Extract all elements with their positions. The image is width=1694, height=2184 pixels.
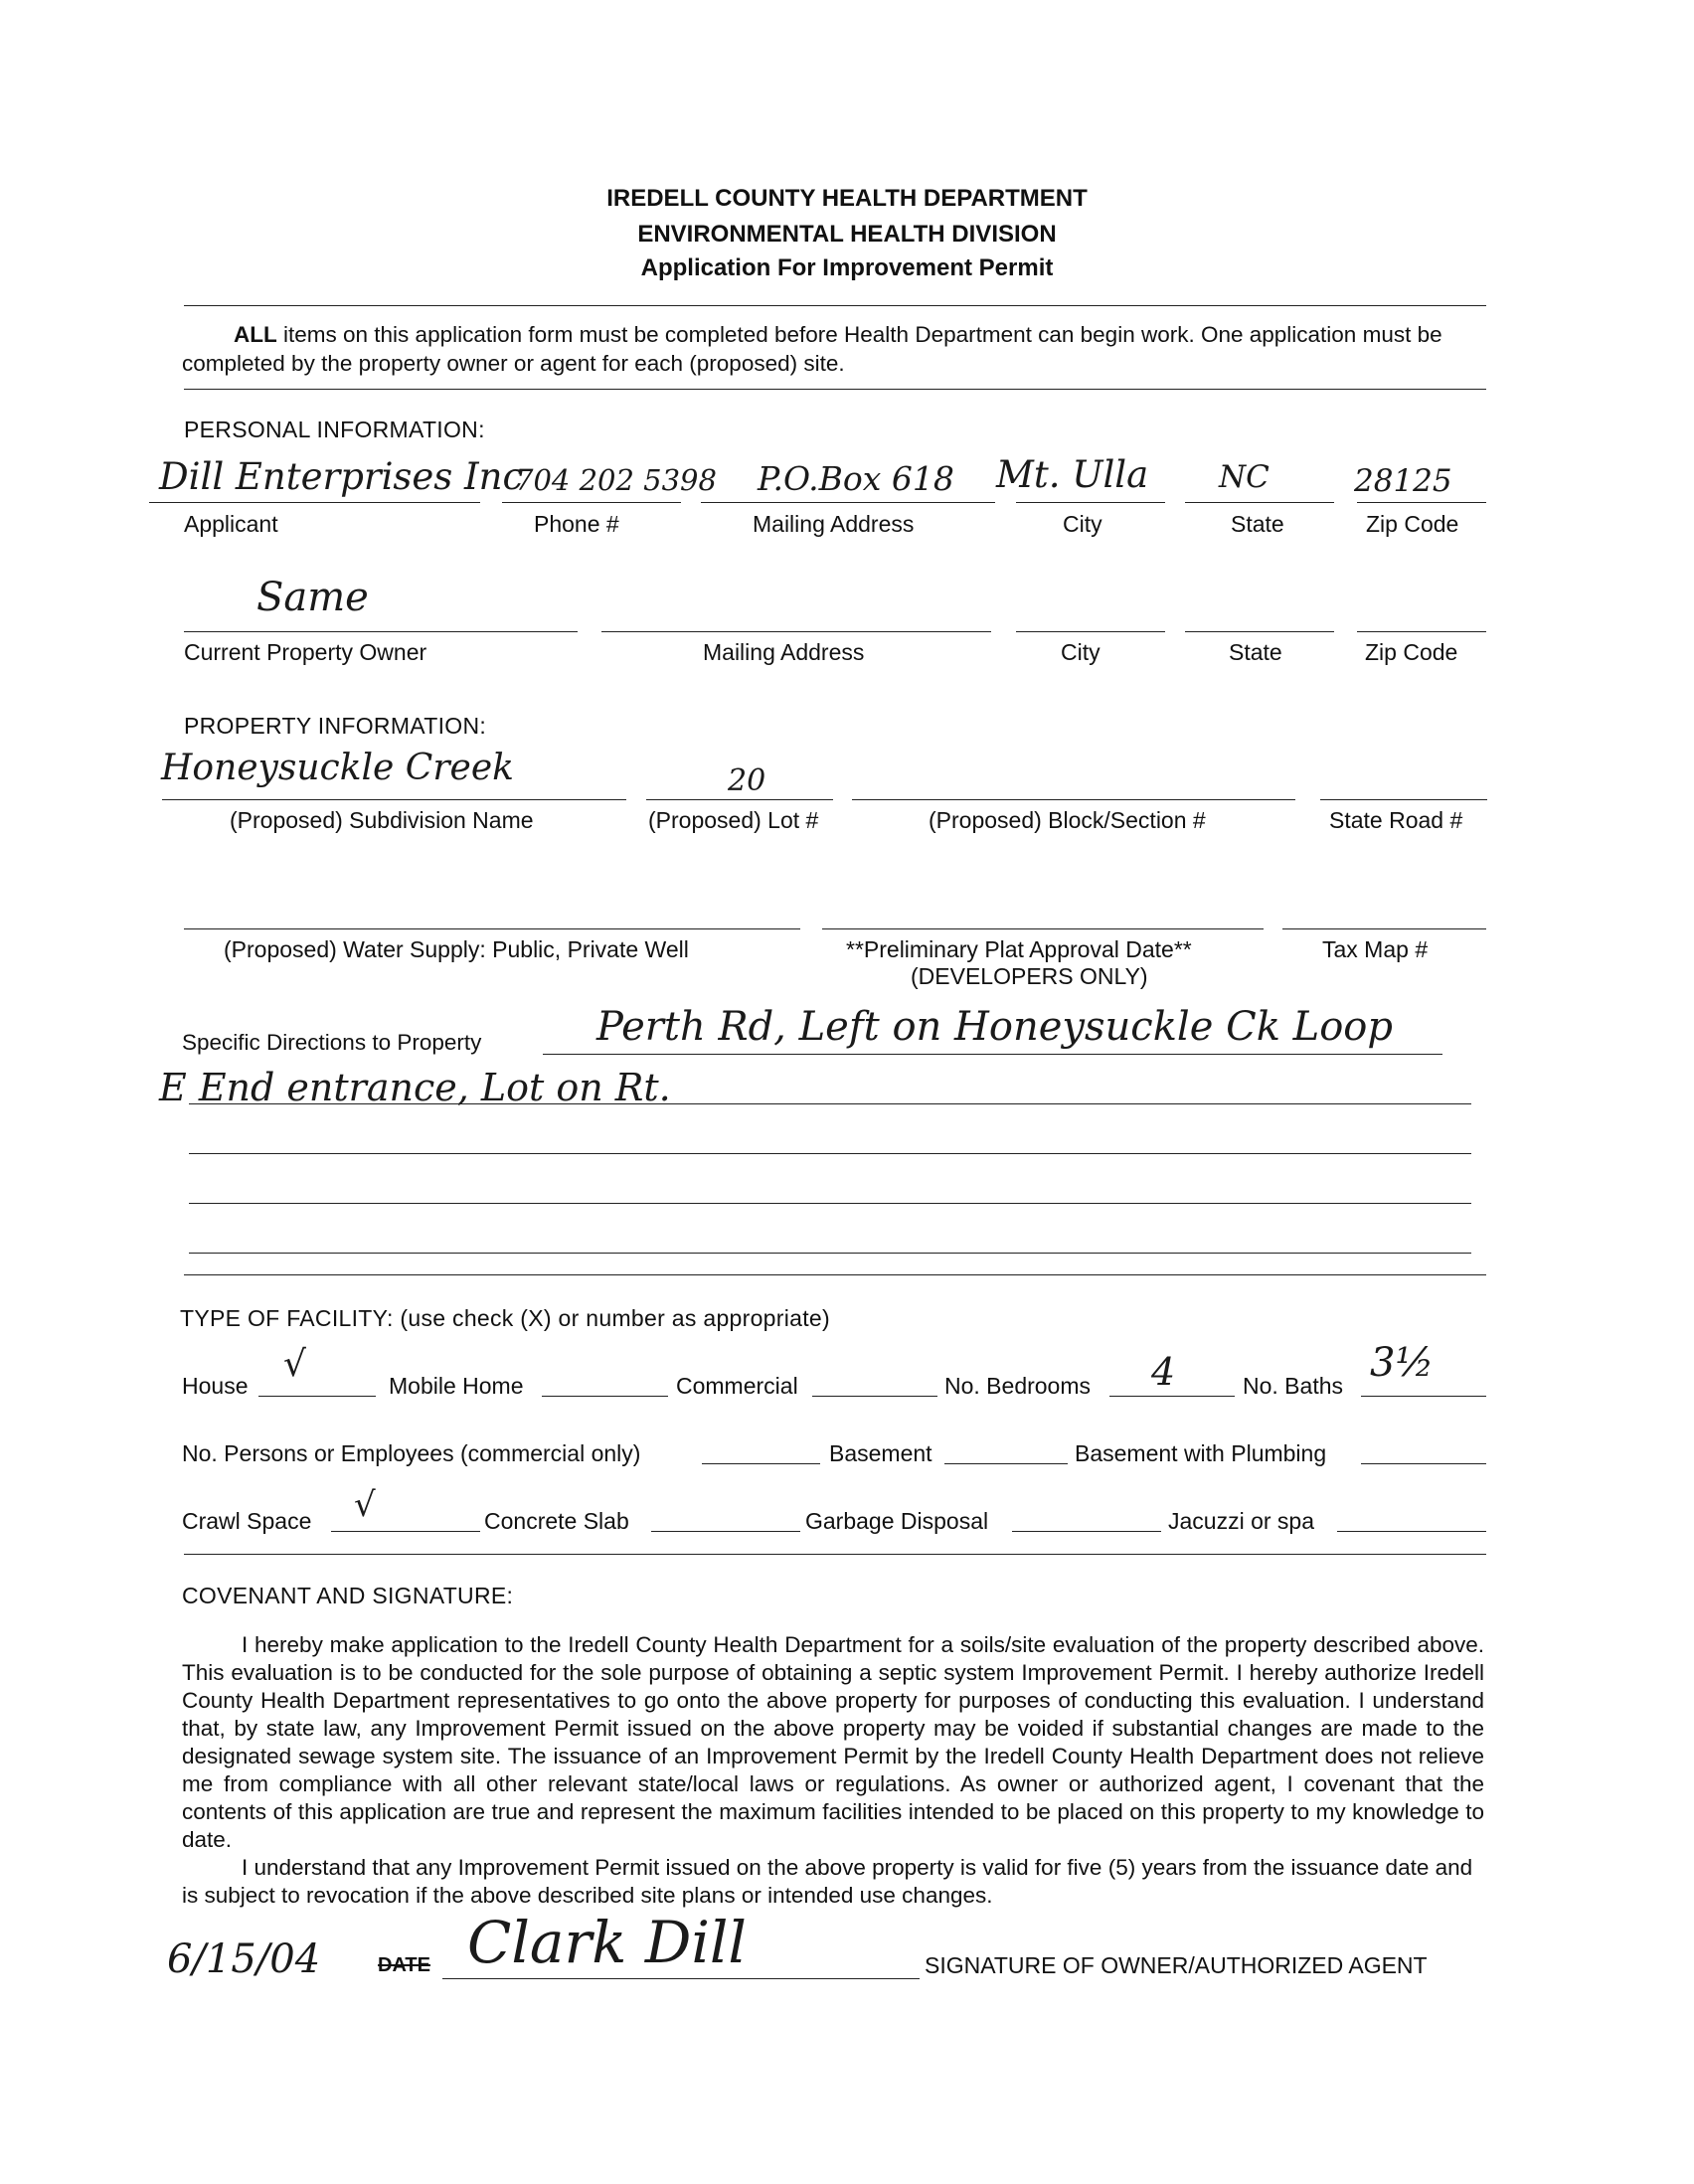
water-supply-label: (Proposed) Water Supply: Public, Private Well: [224, 936, 689, 962]
concrete-slab-label: Concrete Slab: [484, 1508, 629, 1534]
fill-in-line: [162, 799, 626, 800]
owner-city-label: City: [1061, 639, 1101, 665]
city-label: City: [1063, 511, 1102, 537]
fill-in-line: [1361, 1463, 1486, 1464]
house-check[interactable]: √: [283, 1344, 306, 1385]
fill-in-line: [189, 1203, 1471, 1204]
subdivision-label: (Proposed) Subdivision Name: [230, 807, 534, 833]
fill-in-line: [944, 1463, 1068, 1464]
baths-label: No. Baths: [1243, 1373, 1343, 1399]
fill-in-line: [822, 928, 1264, 929]
zip-label: Zip Code: [1366, 511, 1459, 537]
baths-value[interactable]: 3½: [1370, 1340, 1435, 1386]
fill-in-line: [1282, 928, 1486, 929]
fill-in-line: [502, 502, 681, 503]
fill-in-line: [812, 1396, 937, 1397]
state-road-label: State Road #: [1329, 807, 1463, 833]
intro-paragraph: [182, 320, 1484, 378]
state-label: State: [1231, 511, 1284, 537]
facility-heading: TYPE OF FACILITY: (use check (X) or number as appropriate): [180, 1305, 830, 1331]
rule-intro: [184, 389, 1486, 390]
developers-only-label: (DEVELOPERS ONLY): [911, 963, 1148, 989]
owner-state-label: State: [1229, 639, 1282, 665]
covenant-heading: COVENANT AND SIGNATURE:: [182, 1583, 514, 1608]
fill-in-line: [542, 1396, 668, 1397]
fill-in-line: [189, 1103, 1471, 1104]
owner-mailing-label: Mailing Address: [703, 639, 865, 665]
fill-in-line: [1357, 502, 1486, 503]
fill-in-line: [646, 799, 833, 800]
fill-in-line: [189, 1153, 1471, 1154]
lot-value[interactable]: 20: [728, 763, 766, 798]
fill-in-line: [1185, 502, 1334, 503]
applicant-label: Applicant: [184, 511, 278, 537]
fill-in-line: [149, 502, 480, 503]
fill-in-line: [442, 1978, 920, 1979]
fill-in-line: [1012, 1531, 1161, 1532]
date-value[interactable]: 6/15/04: [167, 1936, 321, 1982]
fill-in-line: [702, 1463, 820, 1464]
directions-value-1[interactable]: Perth Rd, Left on Honeysuckle Ck Loop: [596, 1004, 1393, 1050]
covenant-text: [182, 1631, 1484, 1910]
phone-value[interactable]: 704 202 5398: [515, 463, 717, 497]
fill-in-line: [1016, 631, 1165, 632]
fill-in-line: [1361, 1396, 1486, 1397]
form-title: Application For Improvement Permit: [640, 254, 1054, 281]
fill-in-line: [184, 631, 578, 632]
fill-in-line: [1185, 631, 1334, 632]
zip-value[interactable]: 28125: [1354, 463, 1452, 499]
fill-in-line: [1320, 799, 1487, 800]
fill-in-line: [1357, 631, 1486, 632]
fill-in-line: [1109, 1396, 1235, 1397]
persons-label: No. Persons or Employees (commercial only): [182, 1440, 641, 1466]
fill-in-line: [184, 1274, 1486, 1275]
applicant-value[interactable]: Dill Enterprises Inc: [159, 455, 524, 498]
fill-in-line: [1016, 502, 1165, 503]
block-section-label: (Proposed) Block/Section #: [929, 807, 1206, 833]
covenant-paragraph-2: I understand that any Improvement Permit issued on the above property is valid for five (5) years from the issuance date and is subject to revocation if the above described site plans or intended use changes.: [182, 1855, 1473, 1908]
lot-label: (Proposed) Lot #: [648, 807, 819, 833]
city-value[interactable]: Mt. Ulla: [996, 453, 1149, 496]
division-title: ENVIRONMENTAL HEALTH DIVISION: [637, 221, 1057, 248]
fill-in-line: [701, 502, 995, 503]
tax-map-label: Tax Map #: [1322, 936, 1429, 962]
fill-in-line: [189, 1253, 1471, 1254]
intro-bold: ALL: [234, 322, 277, 347]
mailing-address-value[interactable]: P.O.Box 618: [758, 459, 954, 498]
owner-zip-label: Zip Code: [1365, 639, 1458, 665]
plat-approval-label: **Preliminary Plat Approval Date**: [846, 936, 1192, 962]
state-value[interactable]: NC: [1219, 459, 1270, 495]
date-label: DATE: [378, 1954, 430, 1976]
crawl-space-label: Crawl Space: [182, 1508, 312, 1534]
directions-label: Specific Directions to Property: [182, 1030, 482, 1055]
property-heading: PROPERTY INFORMATION:: [184, 713, 487, 739]
mailing-address-label: Mailing Address: [753, 511, 915, 537]
fill-in-line: [331, 1531, 480, 1532]
fill-in-line: [852, 799, 1295, 800]
garbage-disposal-label: Garbage Disposal: [805, 1508, 989, 1534]
owner-label: Current Property Owner: [184, 639, 427, 665]
department-title: IREDELL COUNTY HEALTH DEPARTMENT: [606, 185, 1088, 212]
fill-in-line: [601, 631, 991, 632]
personal-heading: PERSONAL INFORMATION:: [184, 417, 485, 442]
covenant-paragraph-1: I hereby make application to the Iredell County Health Department for a soils/site evaluation of the property described above. This evaluation is to be conducted for the sole purpose of obtaining a septic system Improvement Permit. I hereby authorize Iredell County Health Department representatives to go onto the above property for purposes of conducting this evaluation. I understand that, by state law, any Improvement Permit issued on the above property may be voided if substantial changes are made to the designated sewage system site. The issuance of an Improvement Permit by the Iredell County Health Department does not relieve me from compliance with all other relevant state/local laws or regulations. As owner or authorized agent, I covenant that the contents of this application are true and represent the maximum facilities intended to be placed on this property to my knowledge to date.: [182, 1632, 1484, 1852]
fill-in-line: [258, 1396, 376, 1397]
phone-label: Phone #: [534, 511, 619, 537]
fill-in-line: [1337, 1531, 1486, 1532]
signature-label: SIGNATURE OF OWNER/AUTHORIZED AGENT: [925, 1952, 1428, 1978]
fill-in-line: [184, 1554, 1486, 1555]
commercial-label: Commercial: [676, 1373, 798, 1399]
jacuzzi-label: Jacuzzi or spa: [1168, 1508, 1315, 1534]
fill-in-line: [543, 1054, 1442, 1055]
fill-in-line: [651, 1531, 800, 1532]
subdivision-value[interactable]: Honeysuckle Creek: [161, 748, 514, 788]
crawl-space-check[interactable]: √: [354, 1485, 376, 1525]
bedrooms-value[interactable]: 4: [1151, 1350, 1176, 1394]
directions-value-2[interactable]: E End entrance, Lot on Rt.: [159, 1066, 671, 1109]
signature[interactable]: Clark Dill: [467, 1909, 747, 1976]
mobile-home-label: Mobile Home: [389, 1373, 524, 1399]
house-label: House: [182, 1373, 249, 1399]
owner-value[interactable]: Same: [256, 575, 369, 620]
basement-plumbing-label: Basement with Plumbing: [1075, 1440, 1327, 1466]
intro-text: items on this application form must be completed before Health Department can begin work. One application must be completed by the property owner or agent for each (proposed) site.: [182, 322, 1442, 376]
basement-label: Basement: [829, 1440, 932, 1466]
fill-in-line: [184, 928, 800, 929]
bedrooms-label: No. Bedrooms: [944, 1373, 1092, 1399]
rule-top: [184, 305, 1486, 306]
